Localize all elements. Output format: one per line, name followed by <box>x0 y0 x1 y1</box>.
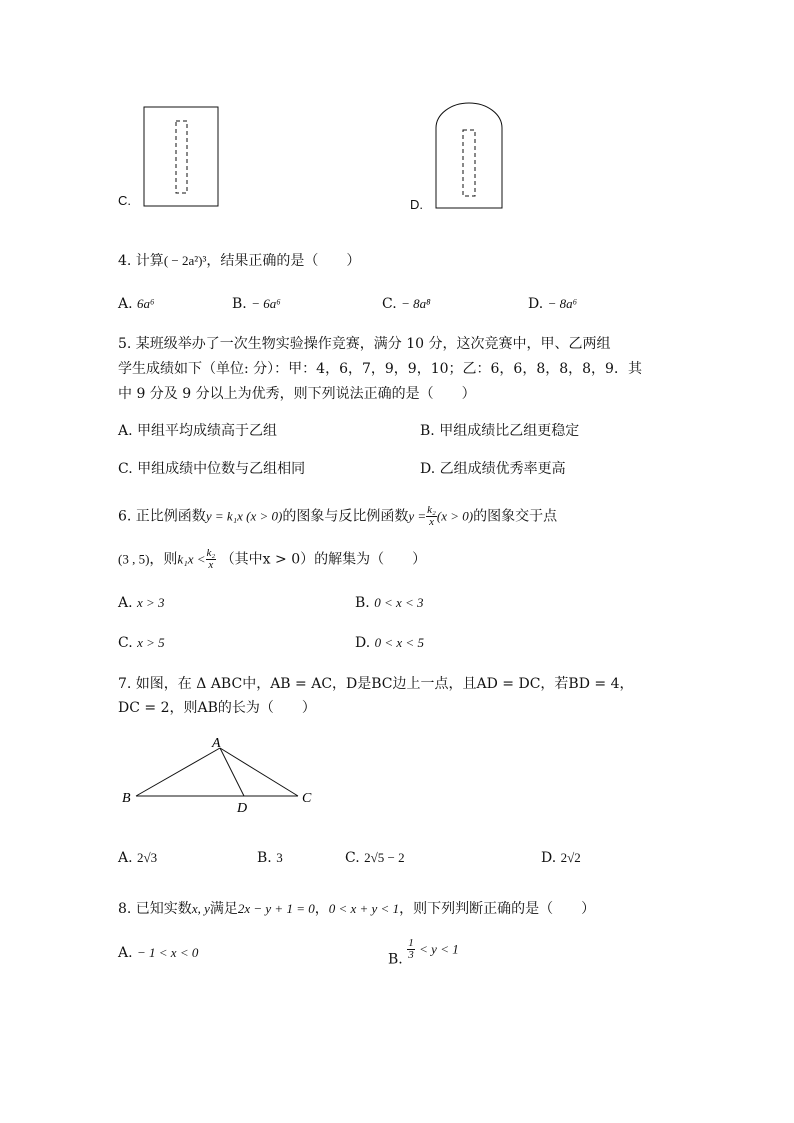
option-text: < y < 1 <box>419 941 459 957</box>
q6-inverse-left: y = <box>408 508 427 524</box>
q4-option-a[interactable] <box>118 296 155 312</box>
q4-option-c[interactable] <box>382 296 431 312</box>
q4-stem-suffix: ，结果正确的是（ ） <box>206 253 361 269</box>
q3-figure-d <box>432 100 506 212</box>
q8-mid: 满足 <box>209 901 238 917</box>
q4-stem <box>118 250 360 270</box>
q5-option-b[interactable] <box>420 420 579 440</box>
option-label: C. <box>382 296 397 312</box>
q8-variables: x, y <box>191 901 210 916</box>
q6-option-d[interactable] <box>355 635 424 651</box>
q5-option-d[interactable] <box>420 458 566 478</box>
fraction-denominator: x <box>208 559 214 571</box>
option-label: A. <box>118 296 133 312</box>
fraction-numerator: k₂ <box>206 547 216 559</box>
q6-inequality-fraction <box>206 548 217 571</box>
option-text: − 8a⁶ <box>547 296 578 311</box>
q8-option-b-fraction <box>407 938 415 961</box>
q6-point: (3 , 5) <box>118 551 150 567</box>
option-label: C. <box>118 635 133 651</box>
fraction-numerator: 1 <box>408 937 414 949</box>
option-text: − 6a⁶ <box>251 296 281 311</box>
option-label: B. <box>355 595 370 611</box>
segment-ab <box>136 748 220 796</box>
option-label: B. <box>232 296 247 312</box>
option-text: − 8a⁸ <box>401 296 431 311</box>
q6-linear-function: y = k₁x (x > 0) <box>205 508 283 524</box>
q7-option-a[interactable] <box>118 850 157 866</box>
option-text: 6a⁶ <box>137 296 155 311</box>
q7-option-d[interactable] <box>541 850 581 866</box>
vertex-label-c: C <box>302 791 312 806</box>
q6-prefix: 6. 正比例函数 <box>118 508 206 525</box>
option-label: A. <box>118 423 133 439</box>
q7-stem-line-2: DC = 2，则AB的长为（ ） <box>118 700 316 716</box>
option-text: 0 < x < 5 <box>374 635 424 650</box>
q5-stem-line-1: 5. 某班级举办了一次生物实验操作竞赛，满分 10 分，这次竞赛中，甲、乙两组 <box>118 336 611 352</box>
option-label: D. <box>528 296 544 312</box>
q5-option-a[interactable] <box>118 420 277 440</box>
option-label: D. <box>420 461 436 477</box>
option-label: D. <box>541 850 557 866</box>
q6-suffix-2: （其中x > 0）的解集为（ ） <box>220 551 427 568</box>
vertex-label-a: A <box>212 736 221 751</box>
q8-inequality: 0 < x + y < 1 <box>328 901 400 916</box>
q7-option-b[interactable] <box>257 850 283 866</box>
fraction-numerator: k₂ <box>427 504 436 516</box>
q3-option-c-label[interactable]: C. <box>118 193 131 208</box>
q3-option-d-label[interactable]: D. <box>410 197 423 212</box>
q6-stem-line-1 <box>118 505 557 528</box>
q6-inequality-left: k₁x < <box>177 551 206 567</box>
q6-stem-line-2 <box>118 548 426 571</box>
q7-option-c[interactable] <box>345 850 405 866</box>
fraction-denominator: x <box>429 516 434 528</box>
option-text: 甲组平均成绩高于乙组 <box>137 423 278 439</box>
q8-option-a[interactable] <box>118 945 198 961</box>
option-label: C. <box>118 461 133 477</box>
q6-mid-text: 的图象与反比例函数 <box>282 508 409 525</box>
option-text: 2√2 <box>560 850 581 865</box>
fraction-denominator: 3 <box>408 949 414 961</box>
option-text: 甲组成绩比乙组更稳定 <box>439 423 580 439</box>
option-text: 甲组成绩中位数与乙组相同 <box>137 461 306 477</box>
option-label: B. <box>257 850 272 866</box>
option-text: 乙组成绩优秀率更高 <box>439 461 566 477</box>
q8-stem <box>118 898 595 918</box>
q4-expression: ( − 2a²)³ <box>163 253 207 268</box>
option-text: 0 < x < 3 <box>374 595 424 610</box>
q7-stem-line-1: 7. 如图，在 Δ ABC中，AB = AC，D是BC边上一点，且AD = DC，若BD = 4， <box>118 676 634 692</box>
option-label: A. <box>118 850 133 866</box>
option-text: x > 5 <box>137 635 165 650</box>
option-label: B. <box>420 423 435 439</box>
option-text: 2√5 − 2 <box>364 850 405 865</box>
q6-option-b[interactable] <box>355 595 424 611</box>
option-text: − 1 < x < 0 <box>137 945 199 960</box>
q4-stem-prefix: 4. 计算 <box>118 253 164 269</box>
q4-option-d[interactable] <box>528 296 577 312</box>
q6-inverse-fraction <box>426 505 437 528</box>
vertex-label-d: D <box>237 801 248 816</box>
q8-equation: 2x − y + 1 = 0 <box>237 901 315 916</box>
q5-stem-line-3: 中 9 分及 9 分以上为优秀，则下列说法正确的是（ ） <box>118 386 476 402</box>
q5-option-c[interactable] <box>118 458 305 478</box>
option-text: 3 <box>276 850 283 865</box>
q5-stem-line-2: 学生成绩如下（单位: 分）：甲：4，6，7，9，9，10；乙：6，6，8，8，8，9．其 <box>118 361 642 377</box>
q6-then: ，则 <box>149 551 178 568</box>
q8-prefix: 8. 已知实数 <box>118 901 192 917</box>
q6-suffix: 的图象交于点 <box>473 508 558 525</box>
q4-option-b[interactable] <box>232 296 281 312</box>
vertex-label-b: B <box>122 791 131 806</box>
q8-suffix: ，则下列判断正确的是（ ） <box>399 901 596 917</box>
option-text: 2√3 <box>137 850 158 865</box>
option-label: C. <box>345 850 360 866</box>
option-label: A. <box>118 595 133 611</box>
q6-inverse-domain: (x > 0) <box>436 508 474 524</box>
option-label: B. <box>388 951 403 968</box>
option-text: x > 3 <box>137 595 165 610</box>
option-label: D. <box>355 635 371 651</box>
q6-option-a[interactable] <box>118 595 165 611</box>
option-label: A. <box>118 945 133 961</box>
q6-option-c[interactable] <box>118 635 165 651</box>
q7-triangle-figure <box>118 732 328 818</box>
q3-figure-c <box>140 104 224 210</box>
q8-separator: ， <box>314 901 329 917</box>
q8-option-b[interactable] <box>388 938 459 968</box>
